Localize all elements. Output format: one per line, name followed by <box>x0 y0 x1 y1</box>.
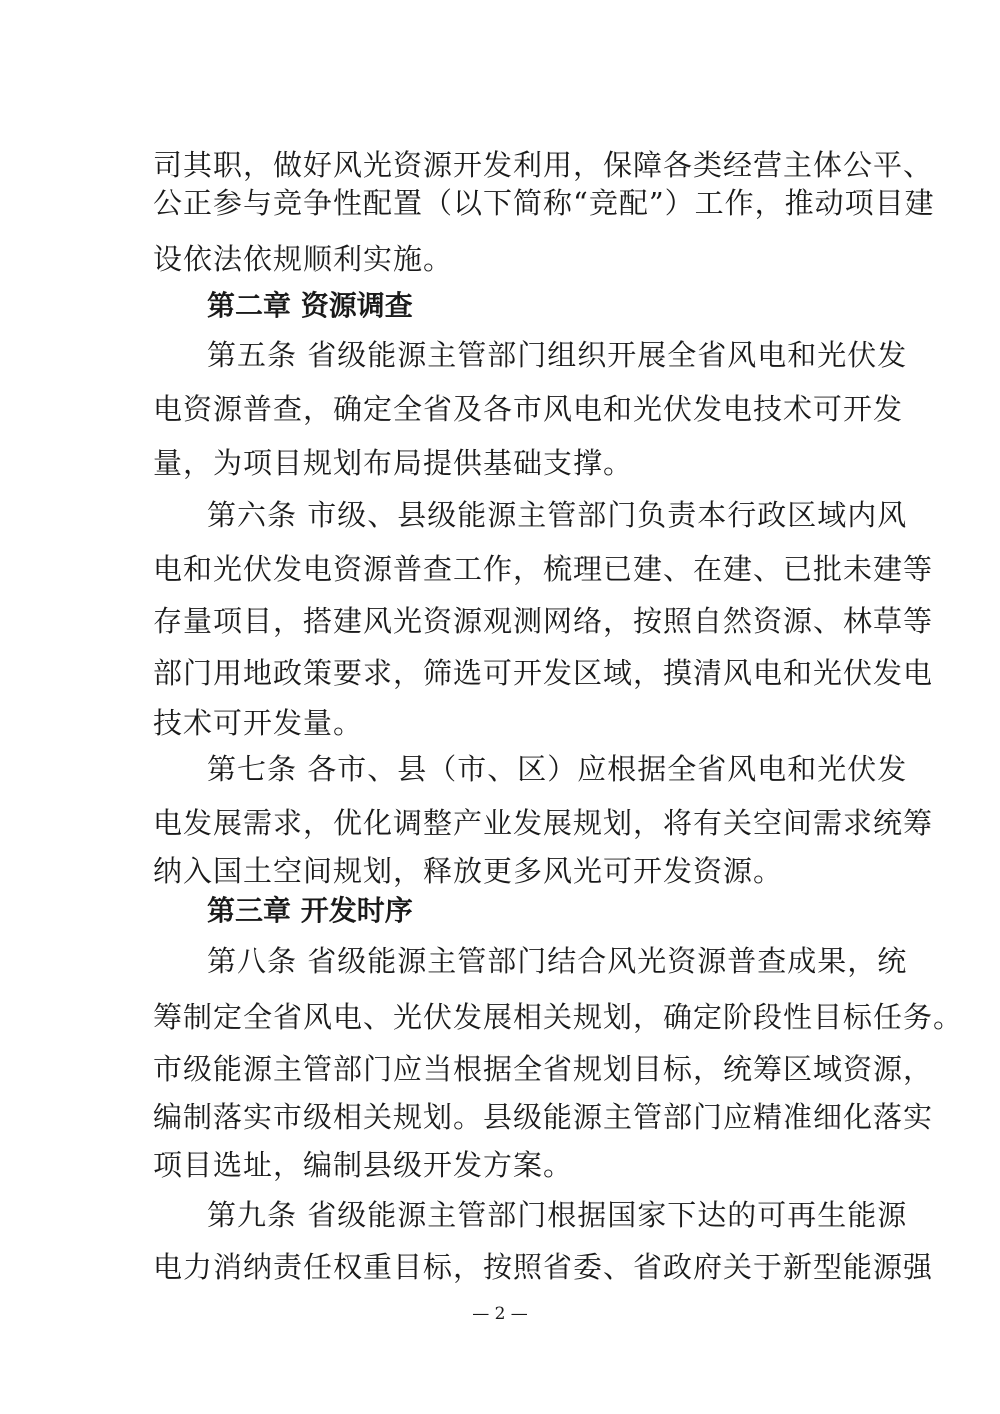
text-line: 公正参与竞争性配置（以下简称“竞配”）工作，推动项目建 <box>153 186 935 220</box>
text-line: 司其职，做好风光资源开发利用，保障各类经营主体公平、 <box>153 148 934 182</box>
chapter-heading: 第二章 资源调查 <box>207 289 413 322</box>
text-line: 设依法依规顺利实施。 <box>153 242 454 276</box>
text-line: 技术可开发量。 <box>153 706 364 740</box>
text-line: 电力消纳责任权重目标，按照省委、省政府关于新型能源强 <box>153 1250 934 1284</box>
article-line: 第五条 省级能源主管部门组织开展全省风电和光伏发 <box>207 338 908 372</box>
article-line: 第九条 省级能源主管部门根据国家下达的可再生能源 <box>207 1198 908 1232</box>
text-line: 部门用地政策要求，筛选可开发区域，摸清风电和光伏发电 <box>153 656 934 690</box>
text-line: 量，为项目规划布局提供基础支撑。 <box>153 446 634 480</box>
text-line: 电资源普查，确定全省及各市风电和光伏发电技术可开发 <box>153 392 904 426</box>
article-line: 第八条 省级能源主管部门结合风光资源普查成果，统 <box>207 944 908 978</box>
article-line: 第七条 各市、县（市、区）应根据全省风电和光伏发 <box>207 752 908 786</box>
text-line: 市级能源主管部门应当根据全省规划目标，统筹区域资源， <box>153 1052 934 1086</box>
article-line: 第六条 市级、县级能源主管部门负责本行政区域内风 <box>207 498 908 532</box>
text-line: 编制落实市级相关规划。县级能源主管部门应精准细化落实 <box>153 1100 934 1134</box>
text-line: 纳入国土空间规划，释放更多风光可开发资源。 <box>153 854 784 888</box>
text-line: 筹制定全省风电、光伏发展相关规划，确定阶段性目标任务。 <box>153 1000 964 1034</box>
text-line: 存量项目，搭建风光资源观测网络，按照自然资源、林草等 <box>153 604 934 638</box>
text-line: 电和光伏发电资源普查工作，梳理已建、在建、已批未建等 <box>153 552 934 586</box>
text-line: 电发展需求，优化调整产业发展规划，将有关空间需求统筹 <box>153 806 934 840</box>
page-number: — 2 — <box>472 1304 528 1324</box>
text-line: 项目选址，编制县级开发方案。 <box>153 1148 574 1182</box>
chapter-heading: 第三章 开发时序 <box>207 894 413 927</box>
